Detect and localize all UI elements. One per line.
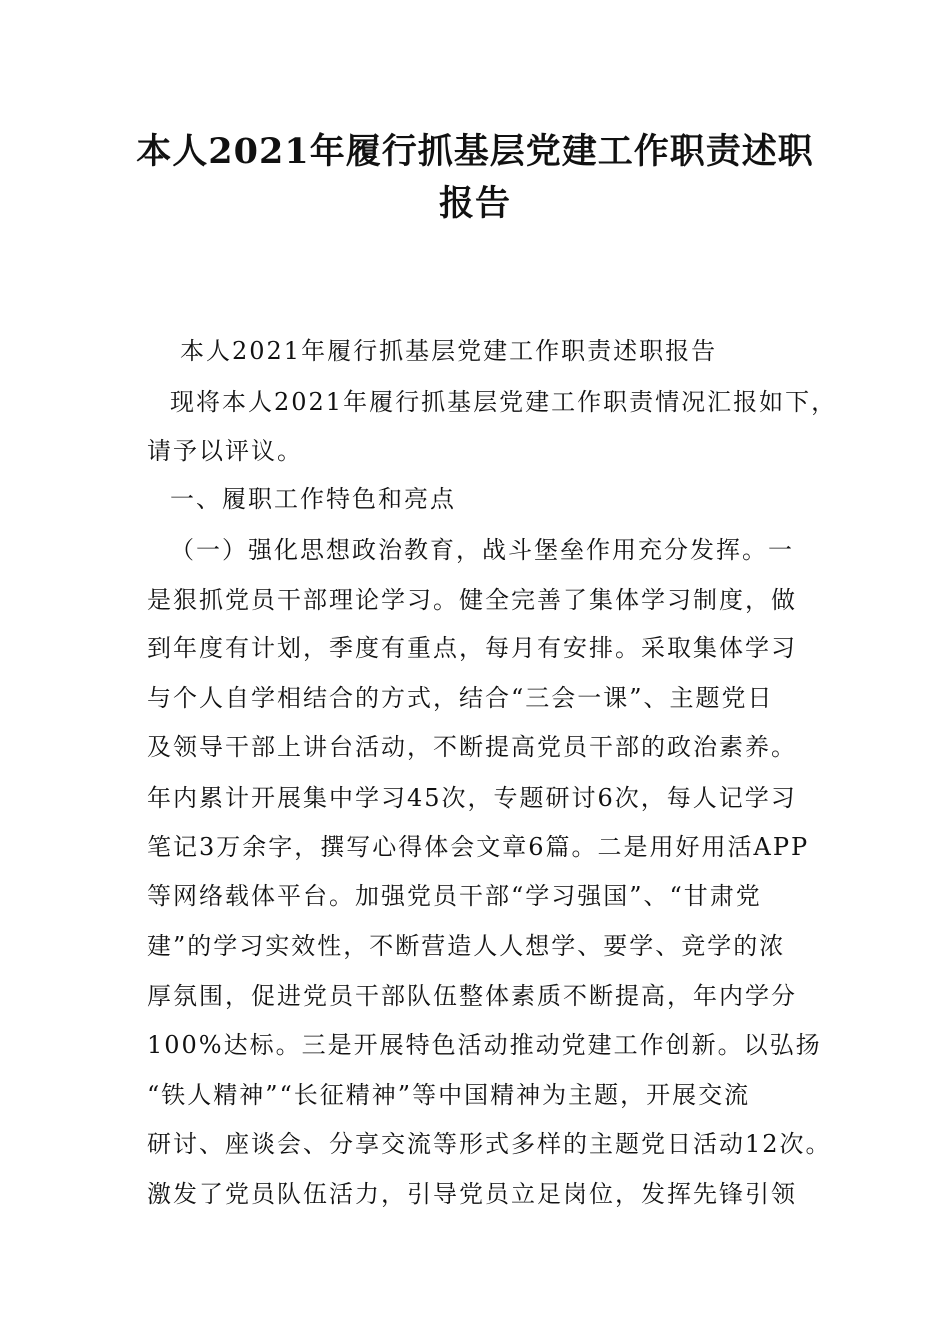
body-line: 及领导干部上讲台活动，不断提高党员干部的政治素养。 bbox=[147, 733, 797, 761]
body-line: 到年度有计划，季度有重点，每月有安排。采取集体学习 bbox=[147, 634, 797, 662]
body-line: 激发了党员队伍活力，引导党员立足岗位，发挥先锋引领 bbox=[147, 1180, 797, 1208]
body-line: 建”的学习实效性，不断营造人人想学、要学、竞学的浓 bbox=[147, 932, 786, 960]
body-line: 年内累计开展集中学习45次，专题研讨6次，每人记学习 bbox=[147, 784, 797, 812]
body-line: 本人2021年履行抓基层党建工作职责述职报告 bbox=[180, 337, 718, 365]
document-title-line-1: 本人2021年履行抓基层党建工作职责述职 bbox=[136, 131, 814, 172]
document-title-line-2: 报告 bbox=[438, 183, 511, 224]
body-line: 与个人自学相结合的方式，结合“三会一课”、主题党日 bbox=[147, 684, 774, 712]
body-line: “铁人精神”“长征精神”等中国精神为主题，开展交流 bbox=[147, 1081, 751, 1109]
body-line: 100%达标。三是开展特色活动推动党建工作创新。以弘扬 bbox=[147, 1031, 822, 1059]
body-line: 笔记3万余字，撰写心得体会文章6篇。二是用好用活APP bbox=[147, 833, 810, 861]
body-line: 现将本人2021年履行抓基层党建工作职责情况汇报如下， bbox=[170, 388, 838, 416]
body-line: 等网络载体平台。加强党员干部“学习强国”、“甘肃党 bbox=[147, 882, 762, 910]
body-line: 厚氛围，促进党员干部队伍整体素质不断提高，年内学分 bbox=[147, 982, 797, 1010]
body-line: 是狠抓党员干部理论学习。健全完善了集体学习制度，做 bbox=[147, 586, 797, 614]
body-line: 请予以评议。 bbox=[147, 437, 303, 465]
body-line: （一）强化思想政治教育，战斗堡垒作用充分发挥。一 bbox=[170, 536, 794, 564]
body-line: 研讨、座谈会、分享交流等形式多样的主题党日活动12次。 bbox=[147, 1130, 832, 1158]
section-heading: 一、履职工作特色和亮点 bbox=[170, 485, 456, 513]
